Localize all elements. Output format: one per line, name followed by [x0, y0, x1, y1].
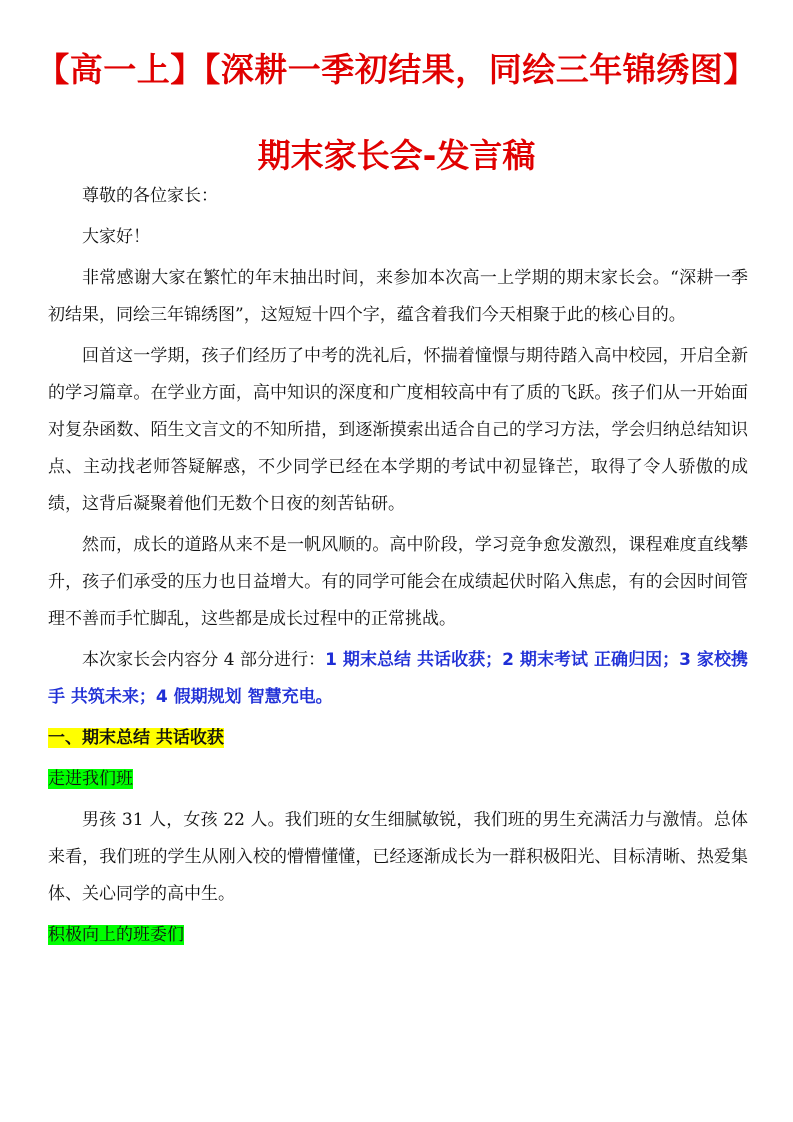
section-heading-1	[48, 720, 748, 757]
paragraph-intro: 非常感谢大家在繁忙的年末抽出时间，来参加本次高一上学期的期末家长会。“深耕一季初结果，同绘三年锦绣图”，这短短十四个字，蕴含着我们今天相聚于此的核心目的。	[48, 268, 748, 325]
subsection-class-committee-text: 积极向上的班委们	[48, 925, 184, 945]
paragraph-agenda	[48, 642, 748, 716]
paragraph-challenges: 然而，成长的道路从来不是一帆风顺的。高中阶段，学习竞争愈发激烈，课程难度直线攀升，孩子们承受的压力也日益增大。有的同学可能会在成绩起伏时陷入焦虑，有的会因时间管理不善而手忙脚乱，这些都是成长过程中的正常挑战。	[48, 535, 748, 629]
agenda-intro: 本次家长会内容分 4 部分进行：	[82, 650, 326, 670]
greeting: 尊敬的各位家长：	[82, 186, 218, 206]
document-title: 【高一上】【深耕一季初结果，同绘三年锦绣图】	[36, 50, 757, 89]
paragraph-class-stats: 男孩 31 人，女孩 22 人。我们班的女生细腻敏锐，我们班的男生充满活力与激情。总体来看，我们班的学生从刚入校的懵懵懂懂，已经逐渐成长为一群积极阳光、目标清晰、热爱集体、关心同学的高中生。	[48, 810, 748, 904]
document-body	[48, 178, 748, 958]
subsection-our-class	[48, 761, 748, 798]
subsection-our-class-text: 走进我们班	[48, 769, 133, 789]
section-heading-1-text: 一、期末总结 共话收获	[48, 728, 224, 748]
hello: 大家好！	[82, 227, 150, 247]
subsection-class-committee	[48, 917, 748, 954]
agenda-items: 1 期末总结 共话收获；2 期末考试 正确归因；3 家校携手 共筑未来；4 假期规划 智慧充电。	[48, 650, 749, 707]
document-subtitle: 期末家长会-发言稿	[257, 136, 536, 175]
paragraph-review: 回首这一学期，孩子们经历了中考的洗礼后，怀揣着憧憬与期待踏入高中校园，开启全新的学习篇章。在学业方面，高中知识的深度和广度相较高中有了质的飞跃。孩子们从一开始面对复杂函数、陌生文言文的不知所措，到逐渐摸索出适合自己的学习方法，学会归纳总结知识点、主动找老师答疑解惑，不少同学已经在本学期的考试中初显锋芒，取得了令人骄傲的成绩，这背后凝聚着他们无数个日夜的刻苦钻研。	[48, 346, 748, 514]
